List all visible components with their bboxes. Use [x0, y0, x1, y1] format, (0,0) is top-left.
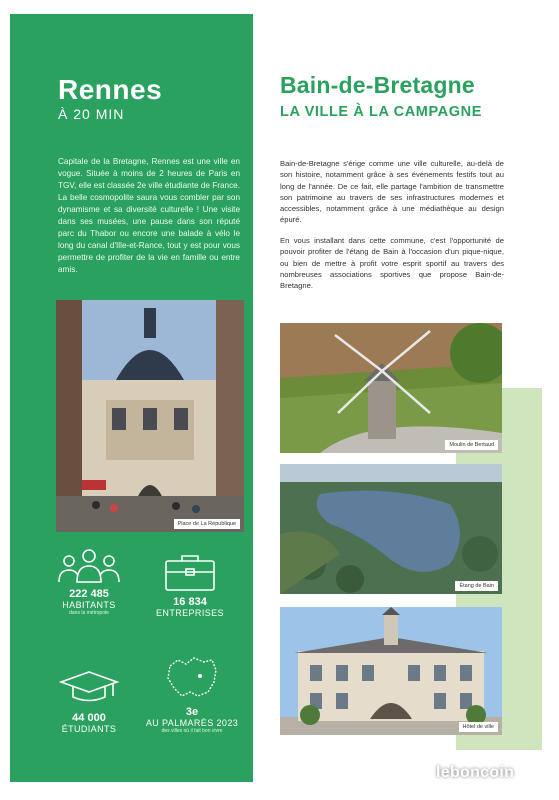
rennes-subtitle: À 20 MIN	[58, 106, 125, 122]
rennes-title: Rennes	[58, 74, 163, 105]
stat-inhabitants	[54, 548, 124, 616]
republique-building-illustration	[56, 300, 244, 532]
town-hall-caption: Hôtel de ville	[459, 722, 499, 732]
leboncoin-watermark: leboncoin	[436, 764, 515, 781]
companies-number: 16 834	[173, 596, 207, 608]
people-icon	[56, 548, 122, 584]
inhabitants-label: HABITANTS	[62, 600, 116, 610]
town-hall-photo	[280, 607, 502, 735]
republique-photo	[56, 300, 244, 532]
town-hall-illustration	[280, 607, 502, 735]
briefcase-icon	[164, 552, 216, 592]
stat-companies	[150, 552, 230, 618]
republique-caption: Place de La République	[174, 519, 240, 529]
windmill-photo	[280, 323, 502, 453]
windmill-caption: Moulin de Bertaud	[445, 440, 498, 450]
bain-subtitle: LA VILLE À LA CAMPAGNE	[280, 104, 482, 120]
inhabitants-sub: dans la métropole	[69, 610, 109, 616]
ranking-sub: des villes où il fait bon vivre	[161, 728, 223, 734]
graduation-cap-icon	[59, 670, 119, 704]
windmill-illustration	[280, 323, 502, 453]
ranking-number: 3e	[185, 706, 199, 718]
rennes-intro: Capitale de la Bretagne, Rennes est une ville en vogue. Située à moins de 2 heures de Paris en TGV, elle est classée 2e ville étudiante de France. La belle cosmopolite saura vous combler par son dynamisme et sa diversité culturelle ! Une visite dans ses musées, une pause dans son réputé parc du Thabor ou encore une balade à vélo le long du canal d'Ille-et-Rance, tout y est pour vous permettre de profiter de la vie en famille ou entre amis.	[58, 157, 240, 274]
companies-label: ENTREPRISES	[156, 608, 224, 618]
ranking-label: AU PALMARÈS 2023	[145, 718, 239, 728]
stat-ranking	[138, 652, 246, 734]
lake-illustration	[280, 464, 502, 594]
lake-caption: Étang de Bain	[455, 581, 498, 591]
students-label: ÉTUDIANTS	[61, 724, 117, 734]
bain-title: Bain-de-Bretagne	[280, 72, 475, 98]
students-number: 44 000	[72, 712, 106, 724]
lake-photo	[280, 464, 502, 594]
bain-paragraph-2: En vous installant dans cette commune, c'est l'opportunité de pouvoir profiter de l'étang de Bain à l'occasion d'un pique-nique, ou bien de mettre à profit votre esprit sportif au travers des nombreuses associations sportives que propose Bain-de-Bretagne.	[280, 236, 504, 291]
inhabitants-number: 222 485	[69, 588, 109, 600]
stat-students	[54, 670, 124, 734]
rennes-panel	[10, 14, 253, 782]
bain-paragraph-1: Bain-de-Bretagne s'érige comme une ville culturelle, au-delà de son histoire, notamment grâce à ses événements festifs tout au long de l'année. De ce fait, elle partage l'ambition de transmettre son patrimoine au travers de ses infrastructures modernes et accessibles, notamment grâce à une médiathèque au design épuré.	[280, 159, 504, 225]
brittany-map-icon	[164, 652, 220, 702]
